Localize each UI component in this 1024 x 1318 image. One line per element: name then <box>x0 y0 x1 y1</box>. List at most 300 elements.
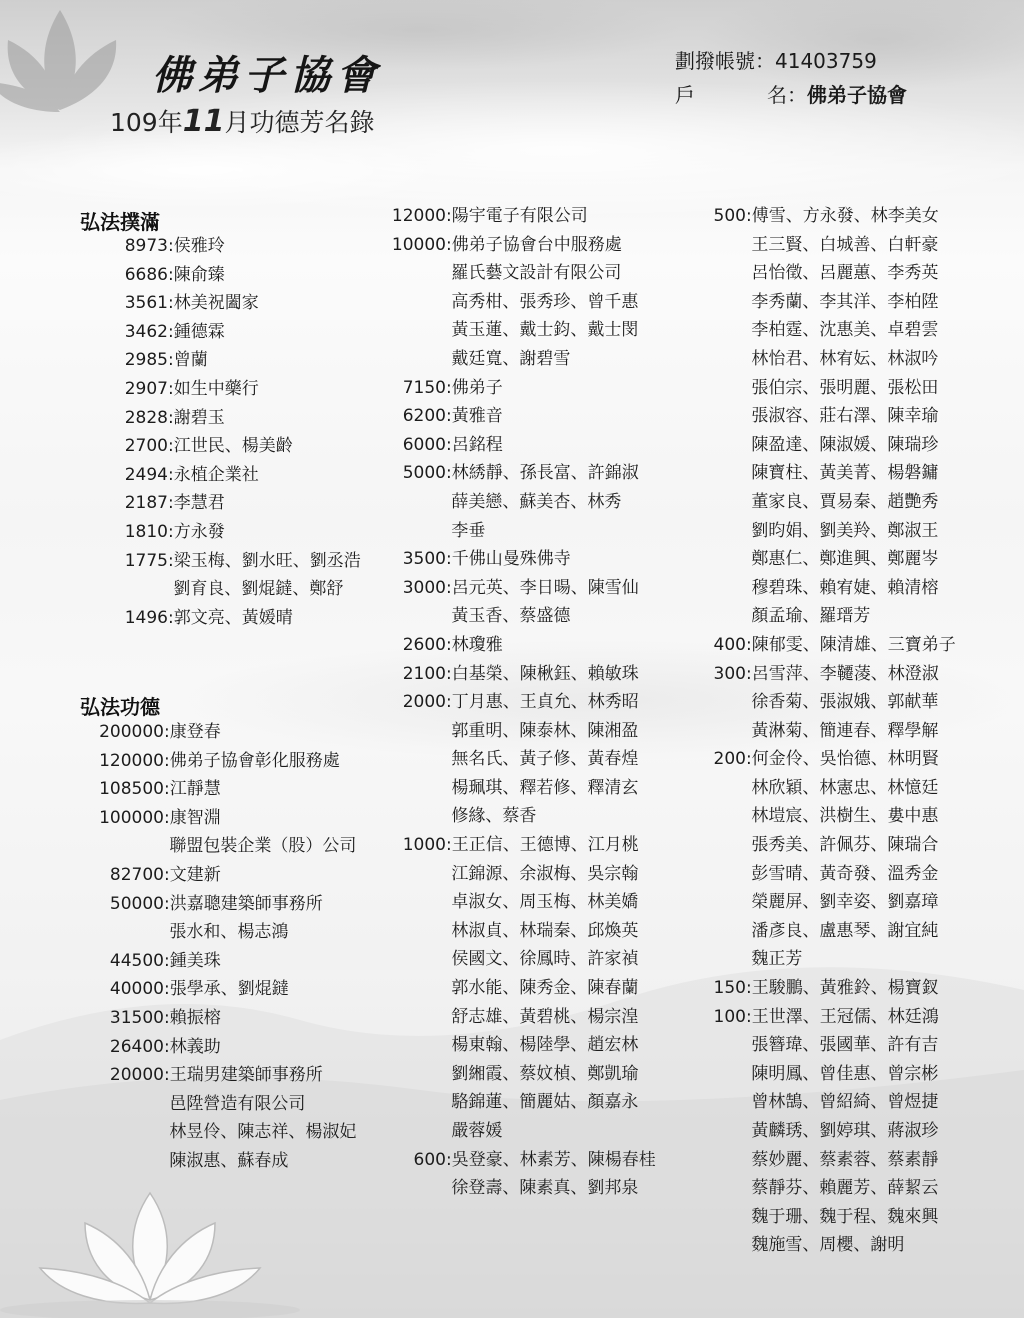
donor-names: 潘彥良、盧惠琴、謝宜純 <box>751 920 939 941</box>
donor-names: 陳郁雯、陳清雄、三寶弟子 <box>751 634 956 655</box>
section-heading-hongfa-puman: 弘法撲滿 <box>80 210 160 234</box>
donor-column-1b <box>98 718 356 1176</box>
amount-separator: : <box>746 1006 752 1027</box>
donor-row <box>390 774 656 803</box>
donor-row <box>390 688 656 717</box>
donation-amount <box>706 1146 746 1175</box>
donor-row <box>706 202 956 231</box>
amount-separator: : <box>446 577 452 598</box>
donation-amount: 3000 <box>402 577 446 598</box>
donation-amount: 6000 <box>402 434 446 455</box>
amount-separator: : <box>168 378 174 399</box>
donor-names: 黃玉蓮、戴士鈞、戴士閔 <box>451 320 639 341</box>
donation-amount: 2100 <box>402 663 446 684</box>
donor-row <box>706 1174 956 1203</box>
amount-separator: : <box>446 692 452 713</box>
donor-row <box>706 288 956 317</box>
donor-row <box>390 231 656 260</box>
donor-names: 李垂 <box>451 520 486 541</box>
donation-amount: 1496 <box>124 607 168 628</box>
donor-row <box>98 1118 356 1147</box>
amount-separator: : <box>168 236 174 256</box>
donor-row <box>706 345 956 374</box>
donor-names: 彭雪晴、黃奇發、溫秀金 <box>751 863 939 884</box>
donor-row <box>706 802 956 831</box>
donation-amount <box>390 259 446 288</box>
donation-amount <box>390 517 446 546</box>
donor-names: 陳淑惠、蘇春成 <box>169 1150 289 1171</box>
donor-row <box>706 259 956 288</box>
donor-row <box>120 604 361 633</box>
donor-column-1a <box>120 232 361 632</box>
amount-separator: : <box>446 549 452 570</box>
donor-row <box>390 745 656 774</box>
donation-amount: 3500 <box>402 549 446 570</box>
donor-row <box>706 459 956 488</box>
donor-row <box>120 575 361 604</box>
donation-amount <box>120 575 168 604</box>
amount-separator: : <box>164 779 170 800</box>
amount-separator: : <box>446 835 452 856</box>
donation-amount <box>98 832 164 861</box>
donor-names: 修緣、蔡香 <box>451 806 537 827</box>
donor-row <box>390 945 656 974</box>
donor-names: 聯盟包裝企業（股）公司 <box>169 836 357 857</box>
name-value: 佛弟子協會 <box>807 83 907 107</box>
donor-names: 曾林鵠、曾紹綺、曾煜捷 <box>751 1092 939 1113</box>
name-label-a: 戶 <box>675 83 695 107</box>
account-label: 劃撥帳號 <box>675 49 755 73</box>
amount-separator: : <box>746 663 752 684</box>
donation-amount <box>706 1031 746 1060</box>
donation-amount: 1775 <box>124 550 168 571</box>
donation-amount <box>706 945 746 974</box>
donor-names: 傅雪、方永發、林李美女 <box>751 206 939 226</box>
donor-names: 賴振榕 <box>169 1007 221 1028</box>
donation-amount <box>706 1088 746 1117</box>
donor-names: 顏孟瑜、羅瑨芳 <box>751 606 871 627</box>
donor-names: 薛美戀、蘇美杏、林秀 <box>451 491 622 512</box>
donor-row <box>706 745 956 774</box>
donor-names: 呂雪萍、李韆蓤、林澄淑 <box>751 663 939 684</box>
donation-amount <box>706 459 746 488</box>
donor-names: 呂怡徵、呂麗蕙、李秀英 <box>751 263 939 284</box>
donor-row <box>390 888 656 917</box>
donation-amount <box>98 1147 164 1176</box>
donation-amount <box>390 602 446 631</box>
donation-amount <box>390 1060 446 1089</box>
amount-separator: : <box>164 807 170 828</box>
donor-row <box>706 1231 956 1260</box>
donor-names: 王瑞男建築師事務所 <box>169 1065 323 1086</box>
org-title: 佛弟子協會 <box>152 52 382 99</box>
donation-amount <box>390 917 446 946</box>
donor-names: 卓淑女、周玉梅、林美嬌 <box>451 892 639 913</box>
donor-names: 洪嘉聰建築師事務所 <box>169 893 323 914</box>
donor-names: 白基榮、陳楸鈺、賴敏珠 <box>451 663 639 684</box>
donor-row <box>390 1088 656 1117</box>
donor-names: 林淑貞、林瑞秦、邱煥英 <box>451 920 639 941</box>
donor-names: 王正信、王德博、江月桃 <box>451 835 639 856</box>
donor-column-3 <box>706 202 956 1260</box>
donor-row <box>390 602 656 631</box>
donor-row <box>390 574 656 603</box>
donor-names: 林欣穎、林憲忠、林憶廷 <box>751 777 939 798</box>
subtitle-month: 11 <box>182 104 225 139</box>
donation-amount: 20000 <box>109 1065 164 1086</box>
donor-row <box>120 232 361 261</box>
donor-row <box>706 545 956 574</box>
donation-amount <box>390 316 446 345</box>
page-subtitle <box>110 103 374 139</box>
donor-names: 鍾美珠 <box>169 950 221 971</box>
donor-names: 黃玉香、蔡盛德 <box>451 606 571 627</box>
donor-row <box>390 660 656 689</box>
donor-names: 如生中藥行 <box>173 378 259 399</box>
amount-separator: : <box>446 663 452 684</box>
amount-separator: : <box>168 464 174 485</box>
donation-amount <box>98 1118 164 1147</box>
donor-row <box>390 860 656 889</box>
donor-names: 陳俞臻 <box>173 264 225 285</box>
donor-row <box>390 917 656 946</box>
donation-amount <box>706 831 746 860</box>
donor-row <box>390 1146 656 1175</box>
donor-names: 侯國文、徐鳳時、許家禎 <box>451 949 639 970</box>
donor-row <box>706 1088 956 1117</box>
donor-row <box>98 832 356 861</box>
donation-amount: 120000 <box>99 750 164 771</box>
donor-row <box>98 918 356 947</box>
account-info <box>675 44 907 112</box>
donation-amount <box>390 1174 446 1203</box>
donor-names: 永植企業社 <box>173 464 259 485</box>
donor-row <box>390 374 656 403</box>
donor-row <box>98 775 356 804</box>
donor-row <box>120 404 361 433</box>
donor-names: 江世民、楊美齡 <box>173 436 293 457</box>
donor-row <box>706 717 956 746</box>
donation-amount: 6686 <box>124 264 168 285</box>
donor-names: 林瓊雅 <box>451 634 503 655</box>
donation-amount: 100000 <box>99 807 164 828</box>
donation-amount <box>706 345 746 374</box>
donation-amount: 6200 <box>402 406 446 427</box>
amount-separator: : <box>168 493 174 514</box>
donor-row <box>706 774 956 803</box>
donation-amount: 31500 <box>109 1007 164 1028</box>
donor-row <box>98 1061 356 1090</box>
donation-amount <box>706 860 746 889</box>
donor-row <box>98 1004 356 1033</box>
donor-names: 嚴蓉媛 <box>451 1121 503 1141</box>
donation-amount: 82700 <box>109 864 164 885</box>
donor-row <box>706 860 956 889</box>
donor-column-2 <box>390 202 656 1203</box>
donation-amount: 600 <box>413 1149 446 1170</box>
donor-names: 羅氏藝文設計有限公司 <box>451 263 622 284</box>
donor-names: 黃麟琇、劉婷琪、蔣淑珍 <box>751 1121 939 1141</box>
donation-amount <box>98 918 164 947</box>
donor-row <box>98 861 356 890</box>
donation-amount <box>390 974 446 1003</box>
donation-amount: 1810 <box>124 521 168 542</box>
donation-amount: 1000 <box>402 835 446 856</box>
donor-row <box>390 717 656 746</box>
donor-names: 無名氏、黃子修、黃春煌 <box>451 749 639 770</box>
donor-row <box>390 259 656 288</box>
donor-names: 林義助 <box>169 1036 221 1057</box>
amount-separator: : <box>746 749 752 770</box>
donor-names: 黃雅音 <box>451 406 503 427</box>
donor-row <box>706 231 956 260</box>
amount-separator: : <box>446 634 452 655</box>
donor-names: 李慧君 <box>173 493 225 514</box>
amount-separator: : <box>164 1036 170 1057</box>
donor-row <box>390 345 656 374</box>
donation-amount: 7150 <box>402 377 446 398</box>
donor-names: 林塏宸、洪樹生、婁中惠 <box>751 806 939 827</box>
amount-separator: : <box>446 234 452 255</box>
donor-names: 李柏霆、沈惠美、卓碧雲 <box>751 320 939 341</box>
donor-row <box>120 346 361 375</box>
donor-names: 康智淵 <box>169 807 221 828</box>
donor-names: 陳明鳳、曾佳惠、曾宗彬 <box>751 1063 939 1084</box>
donor-names: 張秀美、許佩芬、陳瑞合 <box>751 835 939 856</box>
donor-row <box>390 631 656 660</box>
donation-amount: 26400 <box>109 1036 164 1057</box>
donor-names: 江靜慧 <box>169 779 221 800</box>
donation-amount <box>706 517 746 546</box>
donor-names: 康登春 <box>169 722 221 742</box>
donation-amount <box>706 1117 746 1146</box>
donor-row <box>98 747 356 776</box>
donor-names: 謝碧玉 <box>173 407 225 428</box>
amount-separator: : <box>446 406 452 427</box>
donor-row <box>390 1174 656 1203</box>
donation-amount: 8973 <box>124 236 168 256</box>
donation-amount <box>706 545 746 574</box>
donation-amount <box>706 802 746 831</box>
amount-separator: : <box>168 436 174 457</box>
amount-separator: : <box>164 750 170 771</box>
donor-names: 劉昀娟、劉美羚、鄭淑王 <box>751 520 939 541</box>
subtitle-year: 109年 <box>110 108 183 137</box>
account-name-row <box>675 78 907 112</box>
donation-amount <box>706 717 746 746</box>
donor-row <box>706 945 956 974</box>
section-heading-hongfa-gongde: 弘法功德 <box>80 695 160 719</box>
donation-amount <box>390 774 446 803</box>
donation-amount <box>390 1088 446 1117</box>
donation-amount: 40000 <box>109 979 164 1000</box>
donor-names: 黃淋菊、簡連春、釋學解 <box>751 720 939 741</box>
donor-names: 張簪瑋、張國華、許有吉 <box>751 1035 939 1056</box>
donor-row <box>706 831 956 860</box>
donor-names: 方永發 <box>173 521 225 542</box>
donor-row <box>120 375 361 404</box>
donor-row <box>98 947 356 976</box>
donation-amount <box>706 316 746 345</box>
lotus-flower-icon <box>0 0 150 120</box>
donor-row <box>706 917 956 946</box>
donation-amount: 150 <box>713 978 746 999</box>
amount-separator: : <box>168 521 174 542</box>
donation-amount <box>706 1060 746 1089</box>
donation-amount <box>706 888 746 917</box>
donor-names: 董家良、賈易秦、趙艷秀 <box>751 491 939 512</box>
donor-names: 佛弟子協會台中服務處 <box>451 234 622 255</box>
donor-names: 張淑容、莊右澤、陳幸瑜 <box>751 406 939 427</box>
donor-row <box>390 831 656 860</box>
donor-names: 丁月惠、王貞允、林秀昭 <box>451 692 639 713</box>
donor-row <box>390 1117 656 1146</box>
donor-names: 何金伶、吳怡德、林明賢 <box>751 749 939 770</box>
donor-row <box>390 974 656 1003</box>
donor-names: 張學承、劉焜鐽 <box>169 979 289 1000</box>
donor-row <box>390 1060 656 1089</box>
amount-separator: : <box>164 893 170 914</box>
donor-names: 林昱伶、陳志祥、楊淑妃 <box>169 1122 357 1143</box>
donor-row <box>390 517 656 546</box>
donation-amount: 44500 <box>109 950 164 971</box>
amount-separator: : <box>446 463 452 484</box>
amount-separator: : <box>446 434 452 455</box>
amount-separator: : <box>746 206 752 226</box>
donor-row <box>390 202 656 231</box>
donation-amount: 2494 <box>124 464 168 485</box>
donor-row <box>706 574 956 603</box>
donation-amount <box>706 431 746 460</box>
donation-amount: 2700 <box>124 436 168 457</box>
donor-row <box>706 688 956 717</box>
donation-amount <box>706 574 746 603</box>
name-colon: ： <box>787 83 807 107</box>
donation-amount <box>706 231 746 260</box>
donor-names: 千佛山曼殊佛寺 <box>451 549 571 570</box>
donation-amount <box>390 717 446 746</box>
amount-separator: : <box>168 407 174 428</box>
donor-names: 江錦源、余淑梅、吳宗翰 <box>451 863 639 884</box>
donation-amount <box>706 917 746 946</box>
donor-names: 梁玉梅、劉水旺、劉丞浩 <box>173 550 361 571</box>
amount-separator: : <box>164 1007 170 1028</box>
donation-amount <box>98 1090 164 1119</box>
donor-names: 邑陞營造有限公司 <box>169 1093 306 1114</box>
subtitle-suffix: 月功德芳名錄 <box>224 108 375 137</box>
donation-amount <box>390 802 446 831</box>
donation-amount <box>390 888 446 917</box>
donor-row <box>706 1060 956 1089</box>
amount-separator: : <box>168 550 174 571</box>
amount-separator: : <box>746 978 752 999</box>
donor-names: 楊東翰、楊陸學、趙宏林 <box>451 1035 639 1056</box>
amount-separator: : <box>168 350 174 371</box>
donation-amount: 3462 <box>124 321 168 342</box>
donation-amount: 500 <box>713 206 746 226</box>
donation-amount: 12000 <box>391 206 446 226</box>
donor-row <box>706 431 956 460</box>
donor-row <box>98 718 356 747</box>
donor-row <box>706 1003 956 1032</box>
donor-names: 劉育良、劉焜鐽、鄭舒 <box>173 579 344 600</box>
donor-row <box>120 518 361 547</box>
amount-separator: : <box>164 722 170 742</box>
donor-names: 蔡妙麗、蔡素蓉、蔡素靜 <box>751 1149 939 1170</box>
donor-row <box>706 1117 956 1146</box>
donor-names: 徐登壽、陳素真、劉邦泉 <box>451 1178 639 1199</box>
donor-names: 魏于珊、魏于程、魏來興 <box>751 1206 939 1227</box>
donor-row <box>120 461 361 490</box>
donation-amount <box>706 1174 746 1203</box>
donor-names: 穆碧珠、賴宥婕、賴清榕 <box>751 577 939 598</box>
donation-amount <box>390 745 446 774</box>
amount-separator: : <box>168 607 174 628</box>
donor-names: 魏施雪、周櫻、謝明 <box>751 1235 905 1256</box>
donor-names: 佛弟子協會彰化服務處 <box>169 750 340 771</box>
amount-separator: : <box>446 1149 452 1170</box>
donation-amount <box>706 688 746 717</box>
donor-row <box>390 1031 656 1060</box>
donor-names: 吳登豪、林素芳、陳楊春桂 <box>451 1149 656 1170</box>
donor-names: 陳寶柱、黃美菁、楊磐鏞 <box>751 463 939 484</box>
amount-separator: : <box>446 206 452 226</box>
donor-names: 陽宇電子有限公司 <box>451 206 588 226</box>
donor-names: 張伯宗、張明麗、張松田 <box>751 377 939 398</box>
donation-amount <box>706 374 746 403</box>
donor-names: 郭重明、陳泰林、陳湘盈 <box>451 720 639 741</box>
donor-names: 郭文亮、黃媛晴 <box>173 607 293 628</box>
donor-row <box>706 316 956 345</box>
donation-amount <box>706 1231 746 1260</box>
donor-row <box>706 602 956 631</box>
donation-amount <box>390 1003 446 1032</box>
donor-names: 呂元英、李日暘、陳雪仙 <box>451 577 639 598</box>
donation-amount <box>390 488 446 517</box>
donation-amount <box>706 402 746 431</box>
donor-names: 曾蘭 <box>173 350 208 371</box>
donation-amount <box>706 774 746 803</box>
donor-row <box>120 432 361 461</box>
donor-row <box>706 888 956 917</box>
donation-amount: 2187 <box>124 493 168 514</box>
donation-amount: 2985 <box>124 350 168 371</box>
donation-amount <box>706 288 746 317</box>
donor-row <box>390 431 656 460</box>
donor-row <box>706 374 956 403</box>
donor-row <box>98 804 356 833</box>
donation-amount: 10000 <box>391 234 446 255</box>
amount-separator: : <box>164 950 170 971</box>
donor-names: 林綉靜、孫長富、許錦淑 <box>451 463 639 484</box>
donor-names: 王世澤、王冠儒、林廷鴻 <box>751 1006 939 1027</box>
donor-names: 張水和、楊志鴻 <box>169 922 289 943</box>
donor-row <box>390 802 656 831</box>
donor-row <box>390 402 656 431</box>
donation-amount: 2907 <box>124 378 168 399</box>
account-number-row <box>675 44 907 78</box>
donor-names: 呂銘程 <box>451 434 503 455</box>
donor-row <box>98 890 356 919</box>
donor-row <box>706 402 956 431</box>
donor-row <box>120 261 361 290</box>
donation-amount: 300 <box>713 663 746 684</box>
name-label <box>675 78 787 112</box>
donor-names: 劉緗霞、蔡妏楨、鄭凱瑜 <box>451 1063 639 1084</box>
donation-amount <box>390 288 446 317</box>
donation-amount <box>390 860 446 889</box>
donor-row <box>706 1146 956 1175</box>
